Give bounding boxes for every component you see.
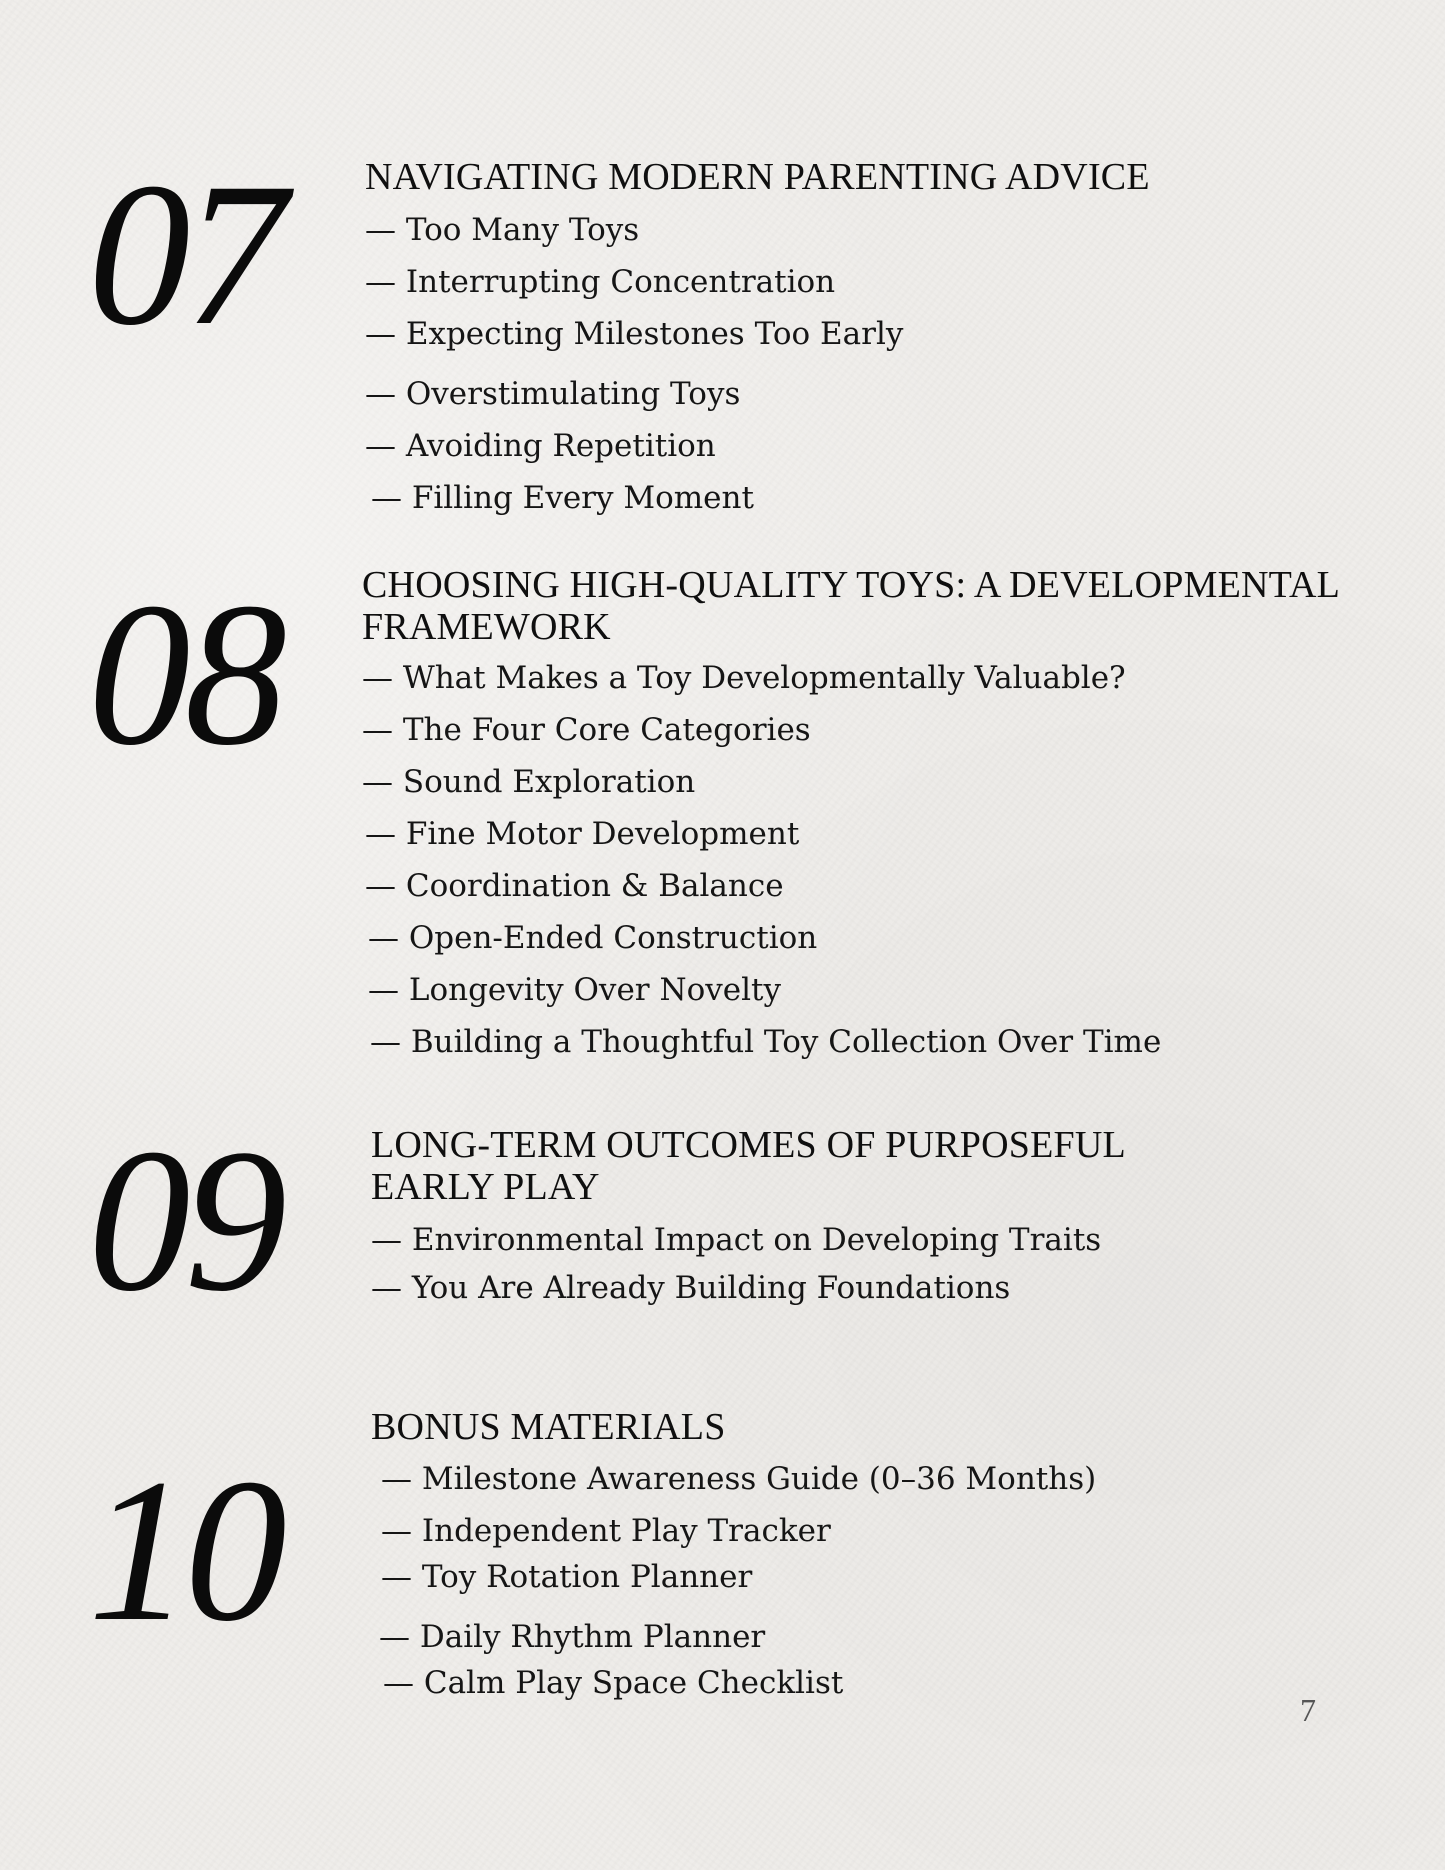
section-number-09: 09 <box>88 1107 281 1334</box>
section-number-08: 08 <box>88 561 281 788</box>
section-09-title <box>371 1124 1445 1208</box>
section-08-item-7: — Longevity Over Novelty <box>368 972 781 1008</box>
section-08-item-3: — Sound Exploration <box>362 764 696 800</box>
section-08-item-8: — Building a Thoughtful Toy Collection Over Time <box>370 1024 1162 1060</box>
section-08-title-line-2: FRAMEWORK <box>362 606 611 648</box>
section-09 <box>371 1124 1445 1312</box>
section-07-title: NAVIGATING MODERN PARENTING ADVICE <box>365 156 1150 198</box>
section-07-item-4: — Overstimulating Toys <box>365 376 741 412</box>
section-09-title-line-2: EARLY PLAY <box>371 1166 600 1208</box>
section-08-item-6: — Open-Ended Construction <box>368 920 818 956</box>
section-07-item-5: — Avoiding Repetition <box>365 428 716 464</box>
section-08-item-2: — The Four Core Categories <box>362 712 811 748</box>
page-number: 7 <box>1300 1692 1316 1728</box>
section-08-item-5: — Coordination & Balance <box>365 868 784 904</box>
section-08-title <box>362 564 1442 648</box>
section-10-item-1: — Milestone Awareness Guide (0–36 Months) <box>381 1461 1097 1497</box>
section-07-item-2: — Interrupting Concentration <box>365 264 836 300</box>
section-07-item-6: — Filling Every Moment <box>371 480 754 516</box>
section-10-title: BONUS MATERIALS <box>371 1406 726 1448</box>
section-10-item-4: — Daily Rhythm Planner <box>379 1619 766 1655</box>
section-08-item-4: — Fine Motor Development <box>365 816 800 852</box>
section-09-item-1: — Environmental Impact on Developing Traits <box>371 1222 1102 1258</box>
section-10 <box>371 1406 1445 1706</box>
section-10-item-3: — Toy Rotation Planner <box>381 1559 753 1595</box>
section-10-item-5: — Calm Play Space Checklist <box>383 1665 844 1701</box>
section-07-item-3: — Expecting Milestones Too Early <box>365 316 904 352</box>
section-08-item-1: — What Makes a Toy Developmentally Valuable? <box>362 660 1126 696</box>
section-08-title-line-1: CHOOSING HIGH-QUALITY TOYS: A DEVELOPMENTAL <box>362 564 1341 606</box>
section-07-item-1: — Too Many Toys <box>365 212 640 248</box>
section-09-title-line-1: LONG-TERM OUTCOMES OF PURPOSEFUL <box>371 1124 1126 1166</box>
section-number-07: 07 <box>88 141 281 368</box>
section-10-item-2: — Independent Play Tracker <box>381 1513 831 1549</box>
section-number-10: 10 <box>88 1437 281 1664</box>
section-07 <box>365 156 1445 524</box>
section-09-item-2: — You Are Already Building Foundations <box>371 1270 1011 1306</box>
section-08 <box>362 564 1442 1068</box>
